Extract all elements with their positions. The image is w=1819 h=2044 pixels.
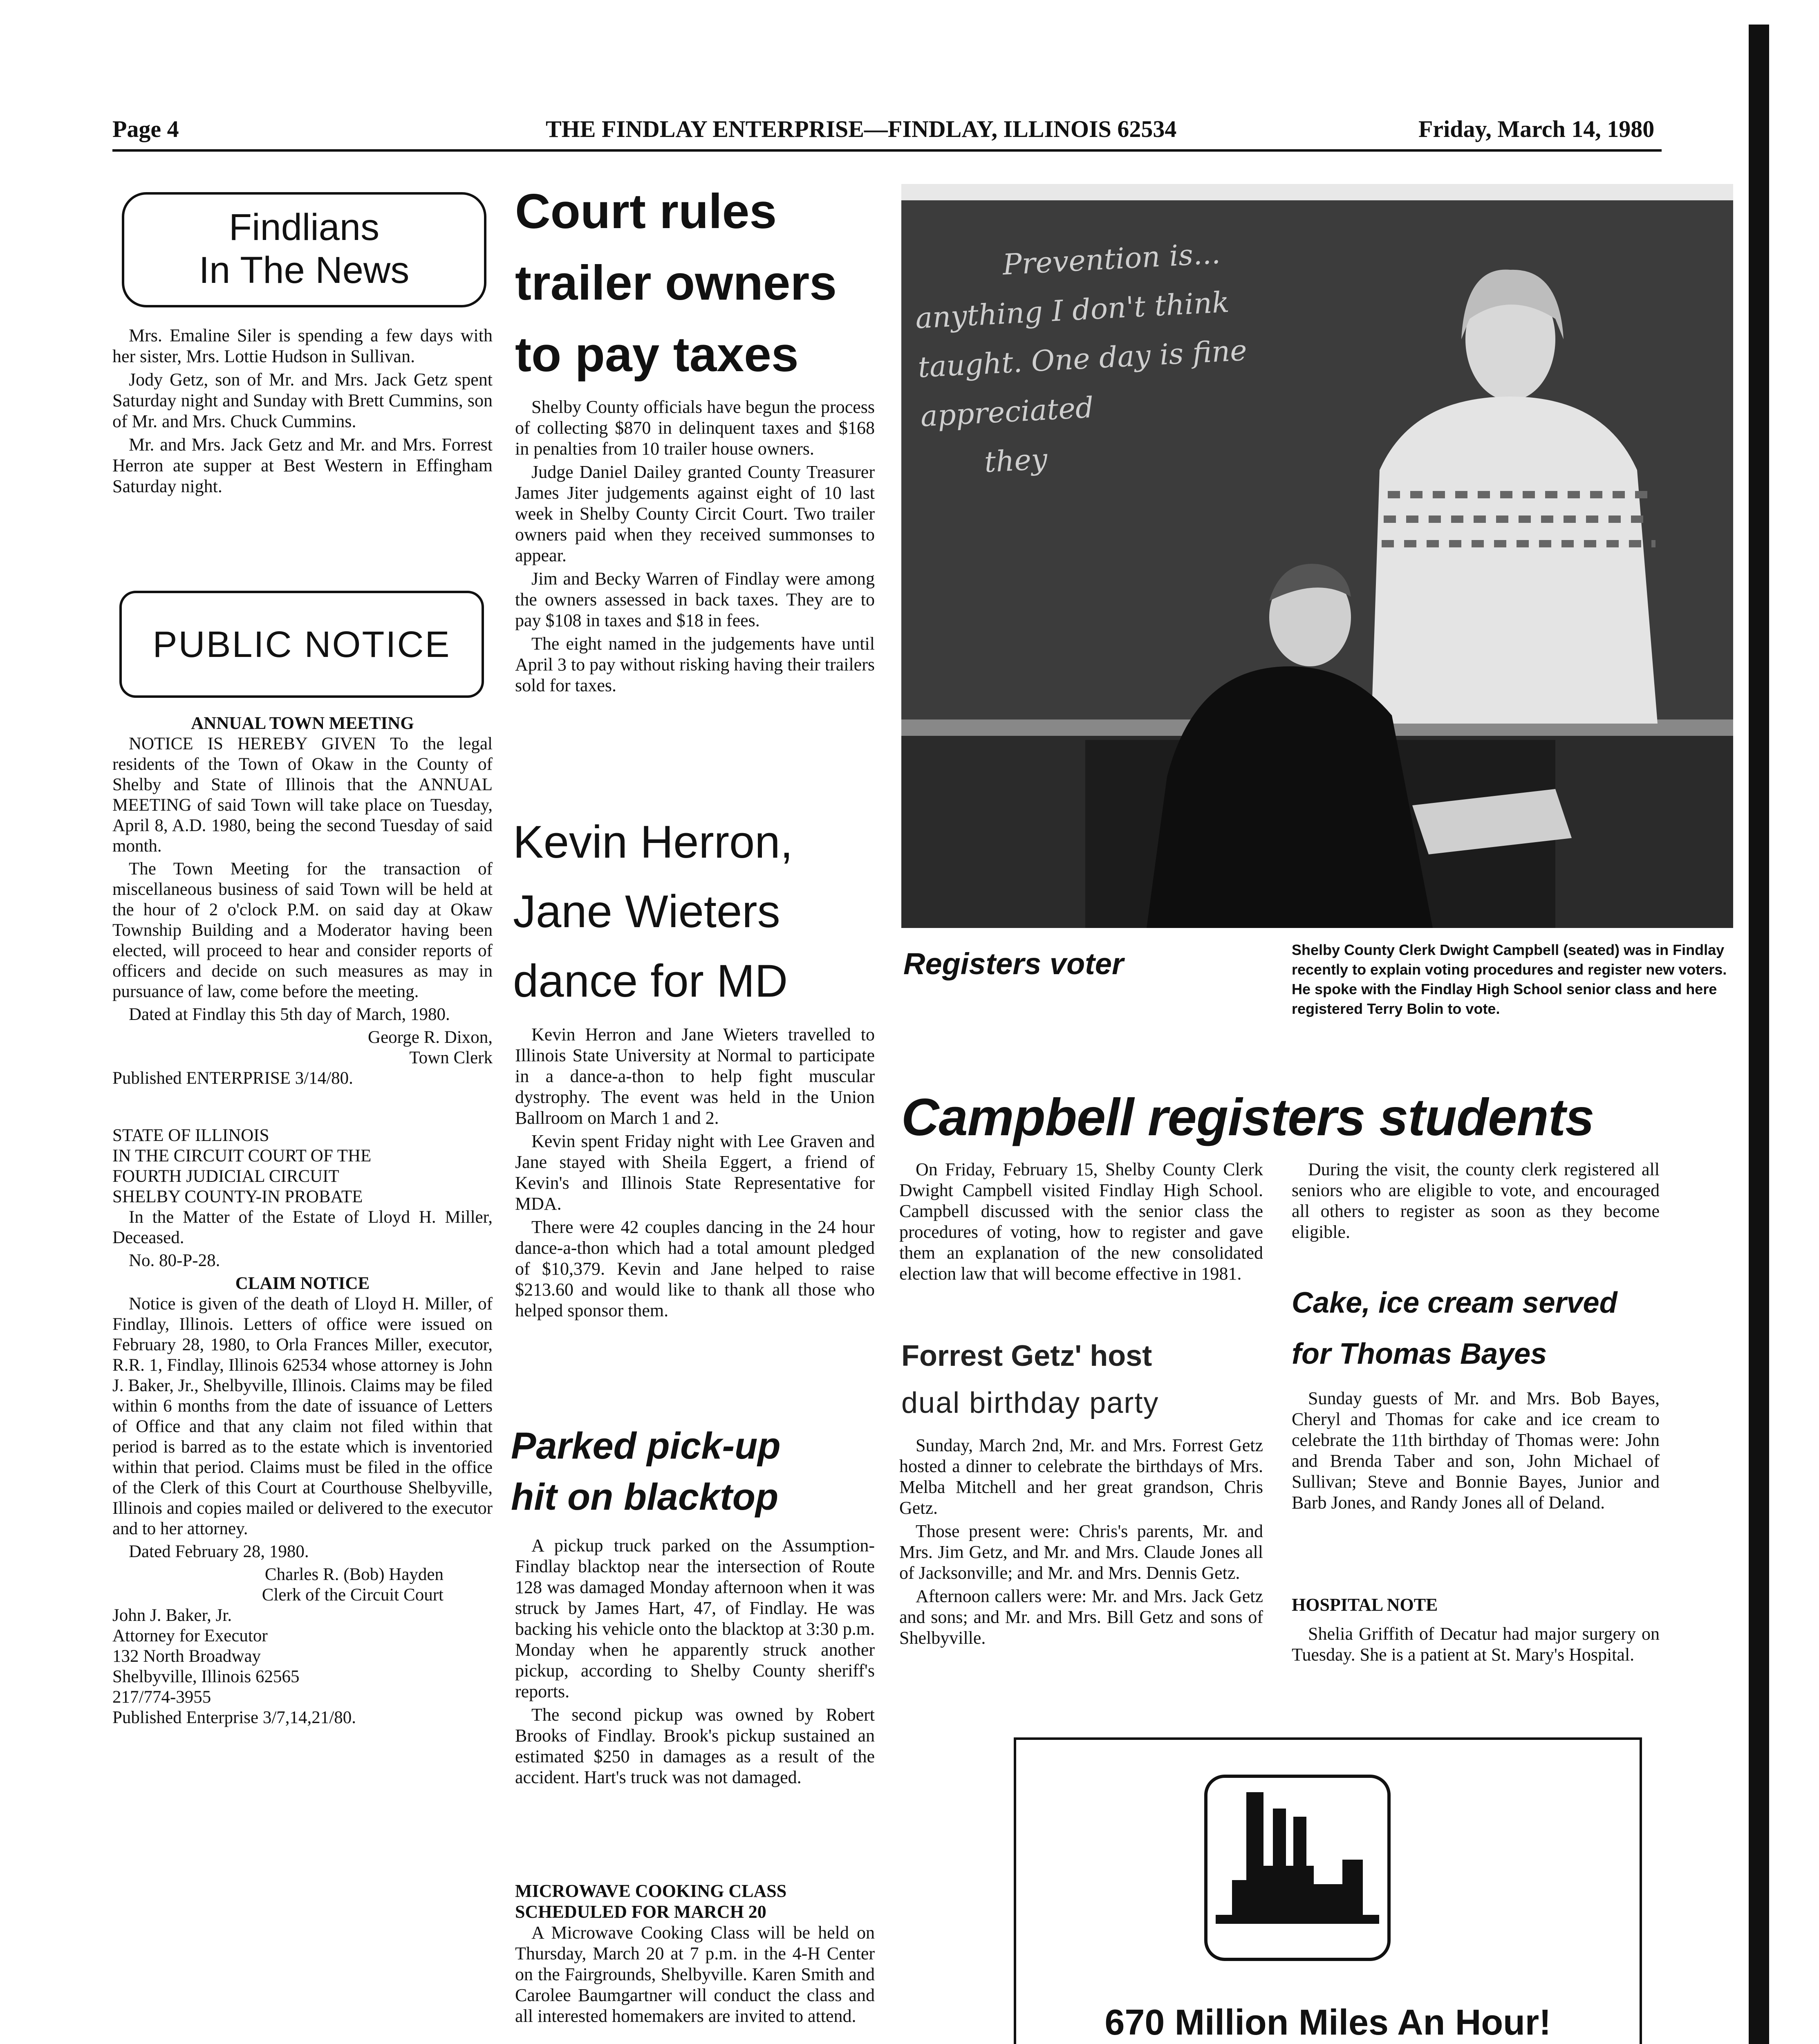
getz-headline-line: dual birthday party (901, 1387, 1159, 1419)
public-notice-box (119, 591, 484, 698)
claim-sig2: Clerk of the Circuit Court (262, 1585, 444, 1605)
bayes-headline (1292, 1278, 1680, 1380)
microwave-head1: MICROWAVE COOKING CLASS (515, 1881, 787, 1901)
findlians-para: Mrs. Emaline Siler is spending a few days with her sister, Mrs. Lottie Hudson in Sullivan. (112, 325, 493, 366)
claim-head: CLAIM NOTICE (235, 1274, 370, 1293)
estate-matter: In the Matter of the Estate of Lloyd H. Miller, Deceased. (112, 1208, 493, 1247)
court-para: Shelby County officials have begun the process of collecting $870 in delinquent taxes and $168 in penalties from 10 trailer house owners. (515, 397, 875, 459)
dance-body (515, 1024, 875, 1323)
court-headline (515, 176, 903, 390)
dance-para: Kevin spent Friday night with Lee Graven and Jane stayed with Sheila Eggert, a friend of Kevin's and Illinois State Representative for MDA. (515, 1131, 875, 1214)
court-headline-line: Court rules (515, 184, 777, 239)
bayes-headline-line: for Thomas Bayes (1292, 1338, 1547, 1370)
issue-date: Friday, March 14, 1980 (1418, 116, 1655, 142)
standing-student-sweater (1371, 397, 1658, 724)
hospital-para: Shelia Griffith of Decatur had major surgery on Tuesday. She is a patient at St. Mary's Hospital. (1292, 1624, 1660, 1665)
public-notice-body (112, 713, 493, 1728)
meeting-pub: Published ENTERPRISE 3/14/80. (112, 1069, 353, 1088)
findlians-title-line1: Findlians (228, 206, 380, 248)
bayes-headline-line: Cake, ice cream served (1292, 1286, 1617, 1319)
page-number: Page 4 (112, 116, 179, 142)
meeting-para: The Town Meeting for the transaction of miscellaneous business of said Town will be held at the hour of 2 o'clock P.M. on said day at Okaw Township Building and a Moderator having been elected, will proceed to hear and consider reports of officers and decide on such measures as may in pursuance of law, come before the meeting. (112, 859, 493, 1001)
pickup-headline-line: Parked pick-up (511, 1425, 781, 1467)
court-line: IN THE CIRCUIT COURT OF THE (112, 1146, 372, 1165)
campbell-col1 (899, 1159, 1263, 1286)
getz-body (899, 1435, 1263, 1651)
bayes-body (1292, 1388, 1660, 1515)
attorney-line: Shelbyville, Illinois 62565 (112, 1667, 300, 1686)
chalk-line: appreciated (919, 390, 1095, 433)
chalk-line: anything I don't think (914, 285, 1230, 335)
campbell-col2 (1292, 1159, 1660, 1245)
docket-number: No. 80-P-28. (129, 1251, 220, 1270)
getz-para: Afternoon callers were: Mr. and Mrs. Jack Getz and sons; and Mr. and Mrs. Bill Getz and sons of Shelbyville. (899, 1586, 1263, 1648)
findlians-title-line2: In The News (199, 249, 410, 291)
pickup-headline (511, 1421, 899, 1523)
court-para: The eight named in the judgements have until April 3 to pay without risking having their trailers sold for taxes. (515, 634, 875, 695)
cips-headline: 670 Million Miles An Hour! (1104, 2002, 1551, 2042)
meeting-head: ANNUAL TOWN MEETING (191, 714, 414, 733)
court-line: STATE OF ILLINOIS (112, 1126, 269, 1145)
attorney-line: John J. Baker, Jr. (112, 1606, 232, 1625)
dance-headline-line: Kevin Herron, (513, 816, 793, 867)
chalk-line: Prevention is... (1001, 236, 1221, 282)
registers-voter-photo (901, 184, 1733, 928)
wall-upper (901, 184, 1733, 200)
attorney-line: 217/774-3955 (112, 1688, 211, 1707)
photo-caption: Shelby County Clerk Dwight Campbell (seated) was in Findlay recently to explain voting procedures and register new voters. He spoke with the Findlay High School senior class and here registered Terry Bolin to vote. (1292, 941, 1727, 1017)
right-edge-bar (1749, 25, 1769, 2044)
bayes-para: Sunday guests of Mr. and Mrs. Bob Bayes, Cheryl and Thomas for cake and ice cream to celebrate the 11th birthday of Thomas were: John and Brenda Taber and son, John Michael of Sullivan; Steve and Bonnie Bayes, Junior and Barb Jones, and Randy Jones all of Deland. (1292, 1388, 1660, 1513)
microwave-head2: SCHEDULED FOR MARCH 20 (515, 1902, 766, 1922)
hospital-head: HOSPITAL NOTE (1292, 1595, 1438, 1615)
court-line: FOURTH JUDICIAL CIRCUIT (112, 1167, 339, 1186)
photo-label: Registers voter (903, 947, 1124, 981)
attorney-line: Attorney for Executor (112, 1626, 268, 1645)
claim-para: Notice is given of the death of Lloyd H. Miller, of Findlay, Illinois. Letters of office were issued on February 28, 1980, to Orla Frances Miller, executor, R.R. 1, Findlay, Illinois 62534 whose attorney is John J. Baker, Jr., Shelbyville, Illinois. Claims may be filed within 6 months from the date of issuance of Letters of Office and that any claim not filed within that period is barred as to the estate which is inventoried within that period. Claims must be filed in the office of the Clerk of this Court at Courthouse Shelbyville, Illinois and copies mailed or delivered to the executor and to her attorney. (112, 1294, 493, 1538)
court-para: Jim and Becky Warren of Findlay were among the owners assessed in back taxes. They are to pay $108 in taxes and $18 in fees. (515, 569, 875, 630)
meeting-para: NOTICE IS HEREBY GIVEN To the legal residents of the Town of Okaw in the County of Shelby and State of Illinois that the ANNUAL MEETING of said Town will take place on Tuesday, April 8, A.D. 1980, being the second Tuesday of said month. (112, 734, 493, 856)
dance-para: Kevin Herron and Jane Wieters travelled to Illinois State University at Normal to participate in a dance-a-thon to help fight muscular dystrophy. The event was held in the Union Ballroom on March 1 and 2. (515, 1024, 875, 1128)
getz-para: Those present were: Chris's parents, Mr. and Mrs. Jim Getz, and Mr. and Mrs. Claude Jones all of Jacksonville; and Mr. and Mrs. Dennis Getz. (899, 1521, 1263, 1583)
dance-headline (513, 807, 901, 1016)
dance-headline-line: Jane Wieters (513, 886, 780, 937)
power-plant-icon (1207, 1778, 1387, 1958)
findlians-title-box (122, 192, 486, 307)
public-notice-title: PUBLIC NOTICE (152, 624, 451, 665)
findlians-para: Mr. and Mrs. Jack Getz and Mr. and Mrs. Forrest Herron ate supper at Best Western in Effingham Saturday night. (112, 435, 493, 496)
header-rule (112, 149, 1662, 152)
meeting-sig1: George R. Dixon, (368, 1028, 493, 1047)
getz-headline (901, 1333, 1269, 1427)
cips-ad (1014, 1737, 1642, 2044)
pickup-para: A pickup truck parked on the Assumption-Findlay blacktop near the intersection of Route 128 was damaged Monday afternoon when it was struck by James Hart, 47, of Findlay. He was backing his vehicle onto the blacktop at 3:30 p.m. Monday when he apparently struck another pickup, according to Shelby County sheriff's reports. (515, 1535, 875, 1701)
meeting-sig2: Town Clerk (409, 1048, 493, 1067)
court-para: Judge Daniel Dailey granted County Treasurer James Jiter judgements against eight of 10 last week in Shelby County Circit Court. Two trailer owners paid when they received summonses to appear. (515, 462, 875, 565)
campbell-para1: On Friday, February 15, Shelby County Clerk Dwight Campbell visited Findlay High School. Campbell discussed with the senior class the procedures of voting, how to register and gave them an explanation of the new consolidated election law that will become effective in 1981. (899, 1159, 1263, 1284)
claim-dated: Dated February 28, 1980. (129, 1542, 309, 1561)
findlians-para: Jody Getz, son of Mr. and Mrs. Jack Getz spent Saturday night and Sunday with Brett Cummins, son of Mr. and Mrs. Chuck Cummins. (112, 370, 493, 431)
pickup-headline-line: hit on blacktop (511, 1476, 779, 1518)
pickup-para: The second pickup was owned by Robert Brooks of Findlay. Brook's pickup sustained an estimated $250 in damages as a result of the accident. Hart's truck was not damaged. (515, 1705, 875, 1787)
dance-headline-line: dance for MD (513, 955, 788, 1006)
chalk-writing (912, 222, 1373, 490)
hospital-body (1292, 1594, 1660, 1667)
meeting-para: Dated at Findlay this 5th day of March, 1980. (129, 1005, 450, 1024)
page-header (112, 115, 1662, 148)
court-line: SHELBY COUNTY-IN PROBATE (112, 1187, 363, 1206)
attorney-line: 132 North Broadway (112, 1647, 261, 1666)
chalk-line: they (983, 442, 1048, 479)
masthead: THE FINDLAY ENTERPRISE—FINDLAY, ILLINOIS 62534 (546, 116, 1177, 142)
attorney-line: Published Enterprise 3/7,14,21/80. (112, 1708, 356, 1727)
campbell-para2: During the visit, the county clerk registered all seniors who are eligible to vote, and encouraged all others to register as soon as they become eligible. (1292, 1159, 1660, 1242)
court-headline-line: to pay taxes (515, 327, 799, 382)
court-headline-line: trailer owners (515, 256, 837, 310)
microwave-para: A Microwave Cooking Class will be held on Thursday, March 20 at 7 p.m. in the 4-H Center on the Fairgrounds, Shelbyville. Karen Smith and Carolee Baumgartner will conduct the class and all interested homemakers are invited to attend. (515, 1923, 875, 2026)
getz-headline-line: Forrest Getz' host (901, 1340, 1152, 1372)
microwave-body (515, 1880, 875, 2029)
campbell-headline: Campbell registers students (901, 1088, 1594, 1147)
getz-para: Sunday, March 2nd, Mr. and Mrs. Forrest Getz hosted a dinner to celebrate the birthdays of Mrs. Melba Mitchell and her great grandson, Chris Getz. (899, 1435, 1263, 1518)
pickup-body (515, 1535, 875, 1790)
claim-sig1: Charles R. (Bob) Hayden (264, 1565, 444, 1584)
dance-para: There were 42 couples dancing in the 24 hour dance-a-thon which had a total amount pledged of $10,379. Kevin and Jane helped to raise $213.60 and would like to thank all those who helped sponsor them. (515, 1217, 875, 1320)
findlians-body (112, 325, 493, 499)
court-body (515, 397, 875, 698)
power-plant-logo (1204, 1775, 1391, 1961)
chalk-line: taught. One day is fine (917, 333, 1248, 384)
